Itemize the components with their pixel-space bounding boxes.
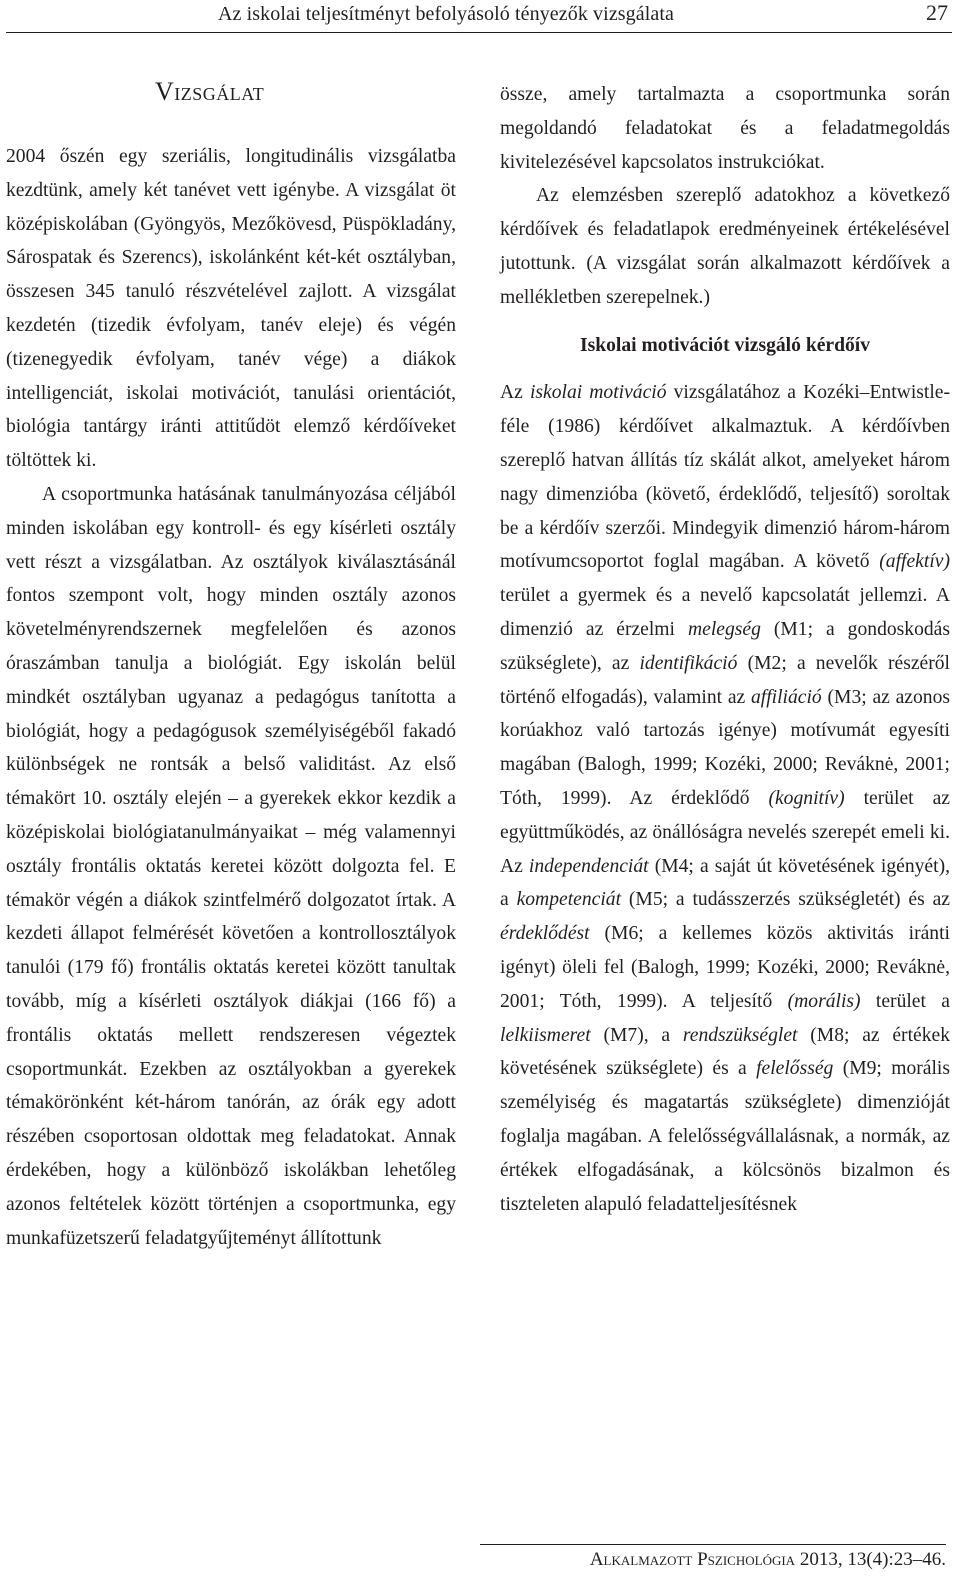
text-run: terület az együttműködés, az önállóságra nevelés szerepét emeli ki. Az [500, 787, 950, 877]
italic-term: rendszükséglet [682, 1024, 798, 1046]
paragraph: 2004 őszén egy szeriális, longitudinális vizsgálatba kezdtünk, amely két tanévet vett igénybe. A vizsgálat öt középiskolában (Gyöngyös, Mezőkövesd, Püspökladány, Sárospatak és Szerencs), iskolánként két-két osztályban, összesen 345 tanuló részvételével zajlott. A vizsgálat kezdetén (tizedik évfolyam, tanév eleje) és végén (tizenegyedik évfolyam, tanév vége) a diákok intelligenciát, iskolai motivációt, tanulási orientációt, biológia tantárgy iránti attitűdöt elemző kérdőíveket töltöttek ki. [6, 146, 456, 472]
journal-citation: Alkalmazott Pszichológia 2013, 13(4):23–46. [480, 1544, 946, 1571]
italic-term: melegség [687, 618, 761, 640]
text-run: (M6; a kellemes közös aktivitás iránti igényt) öleli fel (Balogh, 1999; Kozéki, 2000; Reváknė, 2001; Tóth, 1999). A teljesítő [500, 923, 950, 1012]
text-run: terület a [860, 990, 951, 1012]
italic-term: lelkiismeret [500, 1024, 591, 1046]
page-number: 27 [926, 0, 948, 25]
text-run: (M3; az azonos korúakhoz való tartozás igénye) motívumát egyesíti magában (Balogh, 1999; Kozéki, 2000; Reváknė, 2001; Tóth, 1999). Az érdeklődő [500, 686, 950, 809]
right-column [500, 78, 950, 1221]
italic-term: identifikáció [639, 652, 738, 674]
italic-term: (morális) [787, 990, 861, 1012]
italic-term: kompetenciát [516, 889, 622, 911]
text-run: Az [500, 382, 530, 404]
paragraph: Az elemzésben szereplő adatokhoz a következő kérdőívek és feladatlapok eredményeinek értékelésével jutottunk. (A vizsgálat során alkalmazott kérdőívek a mellékletben szerepelnek.) [500, 185, 950, 308]
italic-term: independenciát [528, 855, 649, 877]
running-header [6, 0, 952, 33]
paragraph [500, 376, 950, 1221]
text-run: vizsgálatához a Kozéki–Entwistle-féle (1986) kérdőívet alkalmaztuk. A kérdőívben szereplő hatvan állítás tíz skálát alkot, amelyeket három nagy dimenzióba (követő, érdeklődő, teljesítő) soroltak be a kérdőív szerzői. Mindegyik dimenzió három-három motívumcsoportot foglal magában. A követő [500, 382, 950, 573]
running-title: Az iskolai teljesítményt befolyásoló tényezők vizsgálata [218, 3, 675, 25]
italic-term: érdeklődést [500, 923, 590, 945]
italic-term: (kognitív) [768, 787, 845, 809]
subheading: Iskolai motivációt vizsgáló kérdőív [579, 334, 871, 356]
paragraph: össze, amely tartalmazta a csoportmunka során megoldandó feladatokat és a feladatmegoldás kivitelezésével kapcsolatos instrukciókat. [500, 84, 950, 173]
text-run: (M9; morális személyiség és magatartás szükséglete) dimenzióját foglalja magában. A felelősségvállalásnak, a normák, az értékek elfogadásának, a kölcsönös bizalmon és tiszteleten alapuló feladatteljesítésnek [500, 1058, 950, 1215]
italic-term: felelősség [756, 1058, 834, 1080]
italic-term: affiliáció [750, 686, 822, 708]
italic-term: iskolai motiváció [529, 382, 667, 404]
text-run: (M4; a saját út követésének igényét), a [500, 855, 950, 911]
text-run: (M5; a tudásszerzés szükségletét) és az [621, 889, 950, 911]
text-run: (M8; az értékek követésének szükséglete) és a [500, 1024, 950, 1080]
paragraph: A csoportmunka hatásának tanulmányozása céljából minden iskolában egy kontroll- és egy kísérleti osztály vett részt a vizsgálatban. Az osztályok kiválasztásánál fontos szempont volt, hogy minden osztály azonos követelményrendszernek megfelelően és azonos óraszámban tanulja a biológiát. Egy iskolán belül mindkét osztályban ugyanaz a pedagógus tanította a biológiát, hogy a pedagógusok személyiségéből fakadó különbségek ne rontsák a belső validitást. Az első témakört 10. osztály elején – a gyerekek ekkor kezdik a középiskolai biológiatanulmányaikat – még valamennyi osztály frontális oktatás keretei között dolgozta fel. E témakör végén a diákok szintfelmérő dolgozatot írtak. A kezdeti állapot felmérését követően a kontrollosztályok tanulói (179 fő) frontális oktatás keretei között tanultak tovább, míg a kísérleti osztályok diákjai (166 fő) a frontális oktatás mellett rendszeresen végeztek csoportmunkát. Ezekben az osztályokban a gyerekek témakörönként két-három tanórán, az órák egy adott részében csoportosan oldottak meg feladatokat. Annak érdekében, hogy a különböző iskolákban lehetőleg azonos feltételek között történjen a csoportmunka, egy munkafüzetszerű feladatgyűjteményt állítottunk [6, 483, 456, 1249]
left-column [6, 140, 456, 1255]
text-run: (M1; a gondoskodás szükséglete), az [500, 618, 950, 674]
text-run: (M2; a nevelők részéről történő elfogadás), valamint az [500, 652, 950, 708]
section-title: Vizsgálat [155, 77, 265, 106]
italic-term: (affektív) [879, 551, 950, 573]
text-run: terület a gyermek és a nevelő kapcsolatát jellemzi. A dimenzió az érzelmi [500, 585, 950, 640]
text-run: (M7), a [590, 1024, 683, 1046]
